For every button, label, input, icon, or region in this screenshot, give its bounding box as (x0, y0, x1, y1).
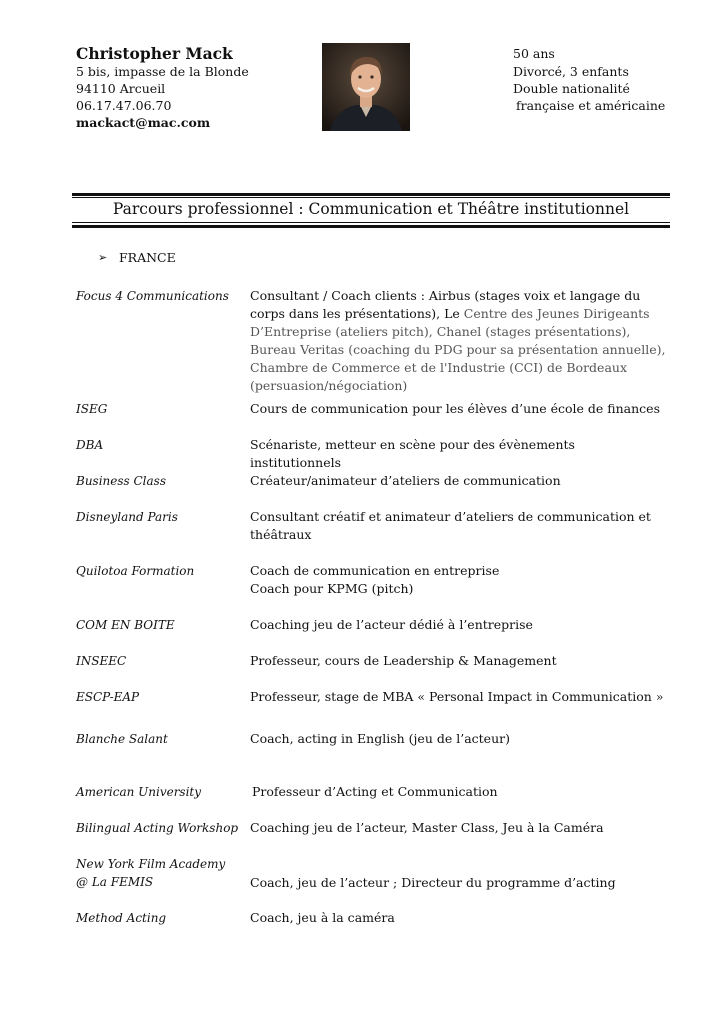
nationality-line-2: française et américaine (516, 98, 666, 113)
section-title: Parcours professionnel : Communication et Théâtre institutionnel (112, 200, 630, 218)
job-description: Coach de communication en entreprise (250, 563, 500, 578)
age: 50 ans (513, 46, 555, 61)
job-description: Créateur/animateur d’ateliers de communication (250, 473, 561, 488)
job-description: Coach, acting in English (jeu de l’acteur) (250, 731, 510, 746)
company-name: Method Acting (76, 911, 167, 925)
company-name: Focus 4 Communications (76, 289, 229, 303)
job-description: Coach, jeu de l’acteur ; Directeur du programme d’acting (250, 875, 616, 890)
job-description-part-muted: Centre des Jeunes Dirigeants D’Entreprise (ateliers pitch), Chanel (stages présentations), Bureau Veritas (coaching du PDG pour sa présentation annuelle), Chambre de Commerce et de l'Industrie (CCI) de Bordeaux (persuasion/négociation) (250, 306, 666, 393)
company-name: ISEG (76, 402, 108, 416)
email-address[interactable]: mackact@mac.com (76, 115, 211, 130)
company-name: Quilotoa Formation (76, 564, 195, 578)
company-name: INSEEC (76, 654, 127, 668)
job-description: Professeur d’Acting et Communication (252, 784, 498, 799)
job-description: Coach, jeu à la caméra (250, 910, 395, 925)
company-name: COM EN BOITE (76, 618, 175, 632)
job-description-line-2: Coach pour KPMG (pitch) (250, 581, 414, 596)
section-rule-bottom-thick (72, 225, 670, 228)
family-status: Divorcé, 3 enfants (513, 64, 629, 79)
company-name: Bilingual Acting Workshop (76, 821, 239, 835)
job-description: Consultant créatif et animateur d’ateliers de communication et théâtraux (250, 509, 651, 542)
profile-photo (322, 43, 410, 131)
address-line-2: 94110 Arcueil (76, 81, 166, 96)
portrait-image (322, 43, 410, 131)
company-name: New York Film Academy (76, 857, 226, 871)
company-name: Disneyland Paris (76, 510, 178, 524)
section-rule-top-thick (72, 193, 670, 196)
job-description: Coaching jeu de l’acteur, Master Class, Jeu à la Caméra (250, 820, 604, 835)
job-description: Professeur, cours de Leadership & Management (250, 653, 557, 668)
company-name: American University (76, 785, 202, 799)
job-description: Professeur, stage de MBA « Personal Impact in Communication » (250, 689, 664, 704)
job-description: Coaching jeu de l’acteur dédié à l’entreprise (250, 617, 533, 632)
address-line-1: 5 bis, impasse de la Blonde (76, 64, 249, 79)
job-description (250, 287, 666, 395)
company-name: Business Class (76, 474, 166, 488)
company-name: Blanche Salant (76, 732, 168, 746)
country-heading: FRANCE (119, 250, 176, 265)
job-description: Cours de communication pour les élèves d’une école de finances (250, 401, 660, 416)
section-rule-bottom-thin (72, 222, 670, 223)
candidate-name: Christopher Mack (76, 44, 233, 63)
company-name: ESCP-EAP (76, 690, 140, 704)
arrow-bullet-icon: ➢ (98, 251, 108, 264)
section-rule-top-thin (72, 197, 670, 198)
phone-number: 06.17.47.06.70 (76, 98, 172, 113)
nationality-line-1: Double nationalité (513, 81, 630, 96)
company-name: DBA (76, 438, 104, 452)
job-description: Scénariste, metteur en scène pour des évènements institutionnels (250, 437, 575, 470)
job-description-part: Consultant / Coach clients : Airbus (stages voix et langage du corps dans les présentations), Le (250, 288, 641, 321)
company-name-line-2: @ La FEMIS (76, 875, 154, 889)
